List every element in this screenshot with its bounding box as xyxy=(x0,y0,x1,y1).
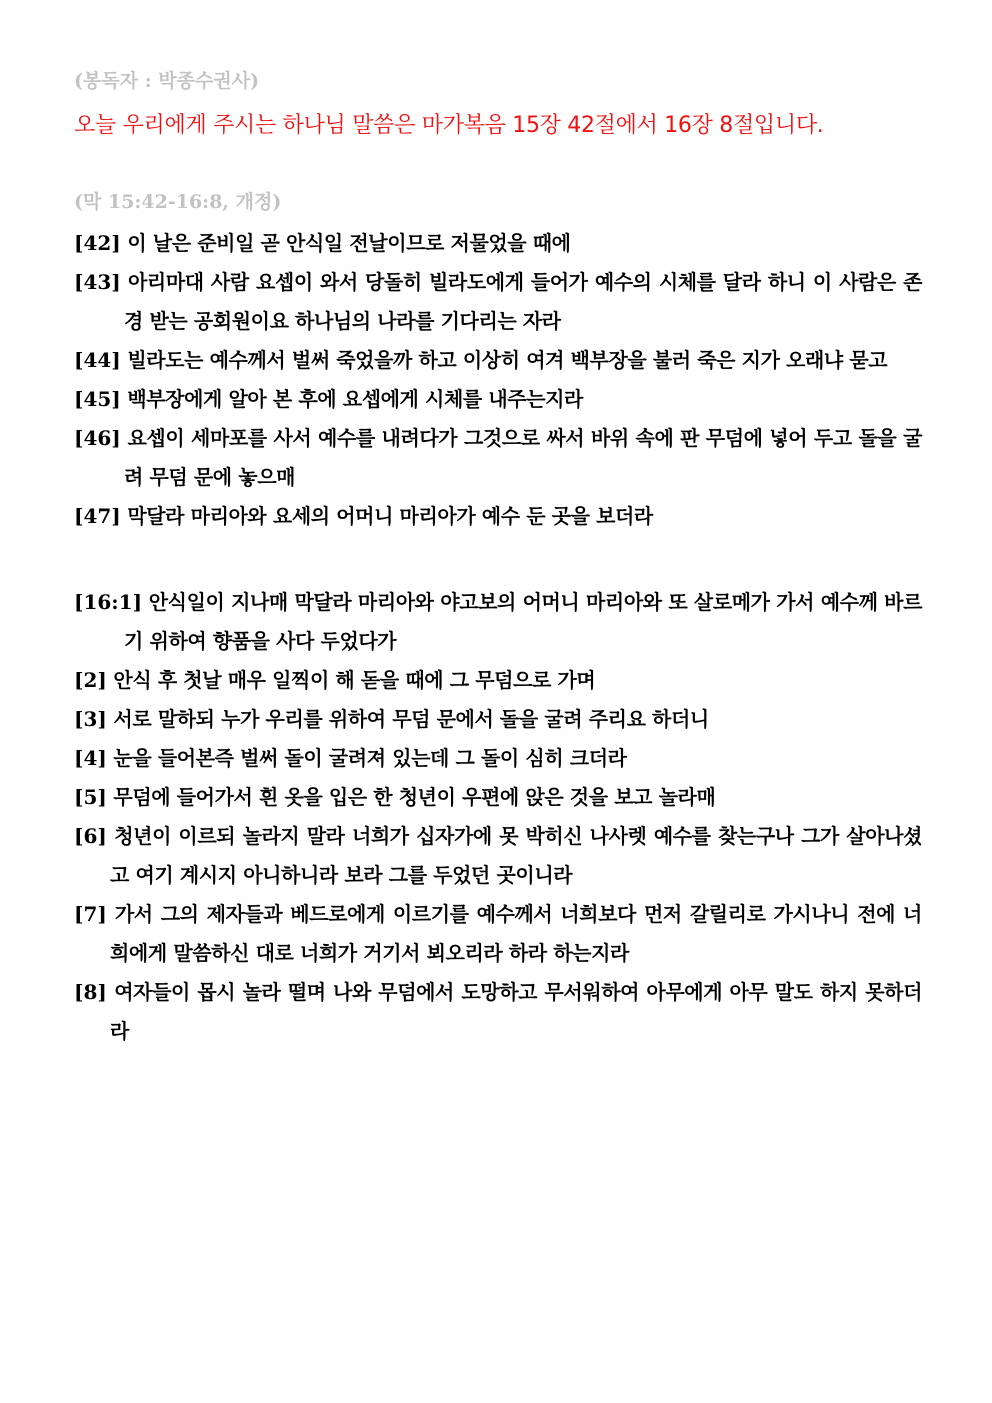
verse-text: 눈을 들어본즉 벌써 돌이 굴려져 있는데 그 돌이 심히 크더라 xyxy=(113,746,627,770)
verse-text: 백부장에게 알아 본 후에 요셉에게 시체를 내주는지라 xyxy=(127,387,583,411)
verse-15-45 xyxy=(74,380,922,419)
chapter-15-verses xyxy=(74,224,922,536)
verse-number: [6] xyxy=(74,824,107,848)
verse-text: 안식일이 지나매 막달라 마리아와 야고보의 어머니 마리아와 또 살로메가 가서 예수께 바르기 위하여 향품을 사다 두었다가 xyxy=(124,590,922,653)
verse-text: 아리마대 사람 요셉이 와서 당돌히 빌라도에게 들어가 예수의 시체를 달라 하니 이 사람은 존경 받는 공회원이요 하나님의 나라를 기다리는 자라 xyxy=(124,270,922,333)
verse-15-47 xyxy=(74,497,922,536)
verse-number: [46] xyxy=(74,426,121,450)
verse-16-7 xyxy=(74,895,922,973)
verse-16-6 xyxy=(74,817,922,895)
verse-15-42 xyxy=(74,224,922,263)
verse-number: [8] xyxy=(74,980,107,1004)
verse-16-4 xyxy=(74,739,922,778)
verse-16-8 xyxy=(74,973,922,1051)
scripture-reference: (막 15:42-16:8, 개정) xyxy=(74,191,282,213)
verse-text: 이 날은 준비일 곧 안식일 전날이므로 저물었을 때에 xyxy=(127,231,571,255)
verse-text: 막달라 마리아와 요세의 어머니 마리아가 예수 둔 곳을 보더라 xyxy=(127,504,653,528)
verse-text: 청년이 이르되 놀라지 말라 너희가 십자가에 못 박히신 나사렛 예수를 찾는구나 그가 살아나셨고 여기 계시지 아니하니라 보라 그를 두었던 곳이니라 xyxy=(110,824,922,887)
verse-text: 가서 그의 제자들과 베드로에게 이르기를 예수께서 너희보다 먼저 갈릴리로 가시나니 전에 너희에게 말씀하신 대로 너희가 거기서 뵈오리라 하라 하는지라 xyxy=(110,902,922,965)
verse-number: [2] xyxy=(74,668,107,692)
verse-text: 빌라도는 예수께서 벌써 죽었을까 하고 이상히 여겨 백부장을 불러 죽은 지가 오래냐 묻고 xyxy=(127,348,888,372)
verse-16-3 xyxy=(74,700,922,739)
reader-credit: (봉독자 : 박종수권사) xyxy=(74,70,260,92)
verse-15-44 xyxy=(74,341,922,380)
verse-15-43 xyxy=(74,263,922,341)
verse-number: [16:1] xyxy=(74,590,143,614)
verse-text: 서로 말하되 누가 우리를 위하여 무덤 문에서 돌을 굴려 주리요 하더니 xyxy=(113,707,709,731)
verse-text: 무덤에 들어가서 흰 옷을 입은 한 청년이 우편에 앉은 것을 보고 놀라매 xyxy=(113,785,716,809)
verse-number: [5] xyxy=(74,785,107,809)
verse-number: [42] xyxy=(74,231,121,255)
verse-number: [4] xyxy=(74,746,107,770)
verse-number: [3] xyxy=(74,707,107,731)
intro-announcement: 오늘 우리에게 주시는 하나님 말씀은 마가복음 15장 42절에서 16장 8절입니다. xyxy=(74,113,824,138)
verse-number: [47] xyxy=(74,504,121,528)
verse-number: [7] xyxy=(74,902,107,926)
verse-16-2 xyxy=(74,661,922,700)
verse-15-46 xyxy=(74,419,922,497)
chapter-16-verses xyxy=(74,583,922,1051)
verse-number: [43] xyxy=(74,270,121,294)
verse-text: 요셉이 세마포를 사서 예수를 내려다가 그것으로 싸서 바위 속에 판 무덤에 넣어 두고 돌을 굴려 무덤 문에 놓으매 xyxy=(124,426,922,489)
verse-16-1 xyxy=(74,583,922,661)
verse-text: 여자들이 몹시 놀라 떨며 나와 무덤에서 도망하고 무서워하여 아무에게 아무 말도 하지 못하더라 xyxy=(110,980,922,1043)
verse-number: [45] xyxy=(74,387,121,411)
verse-16-5 xyxy=(74,778,922,817)
verse-number: [44] xyxy=(74,348,121,372)
verse-text: 안식 후 첫날 매우 일찍이 해 돋을 때에 그 무덤으로 가며 xyxy=(113,668,596,692)
